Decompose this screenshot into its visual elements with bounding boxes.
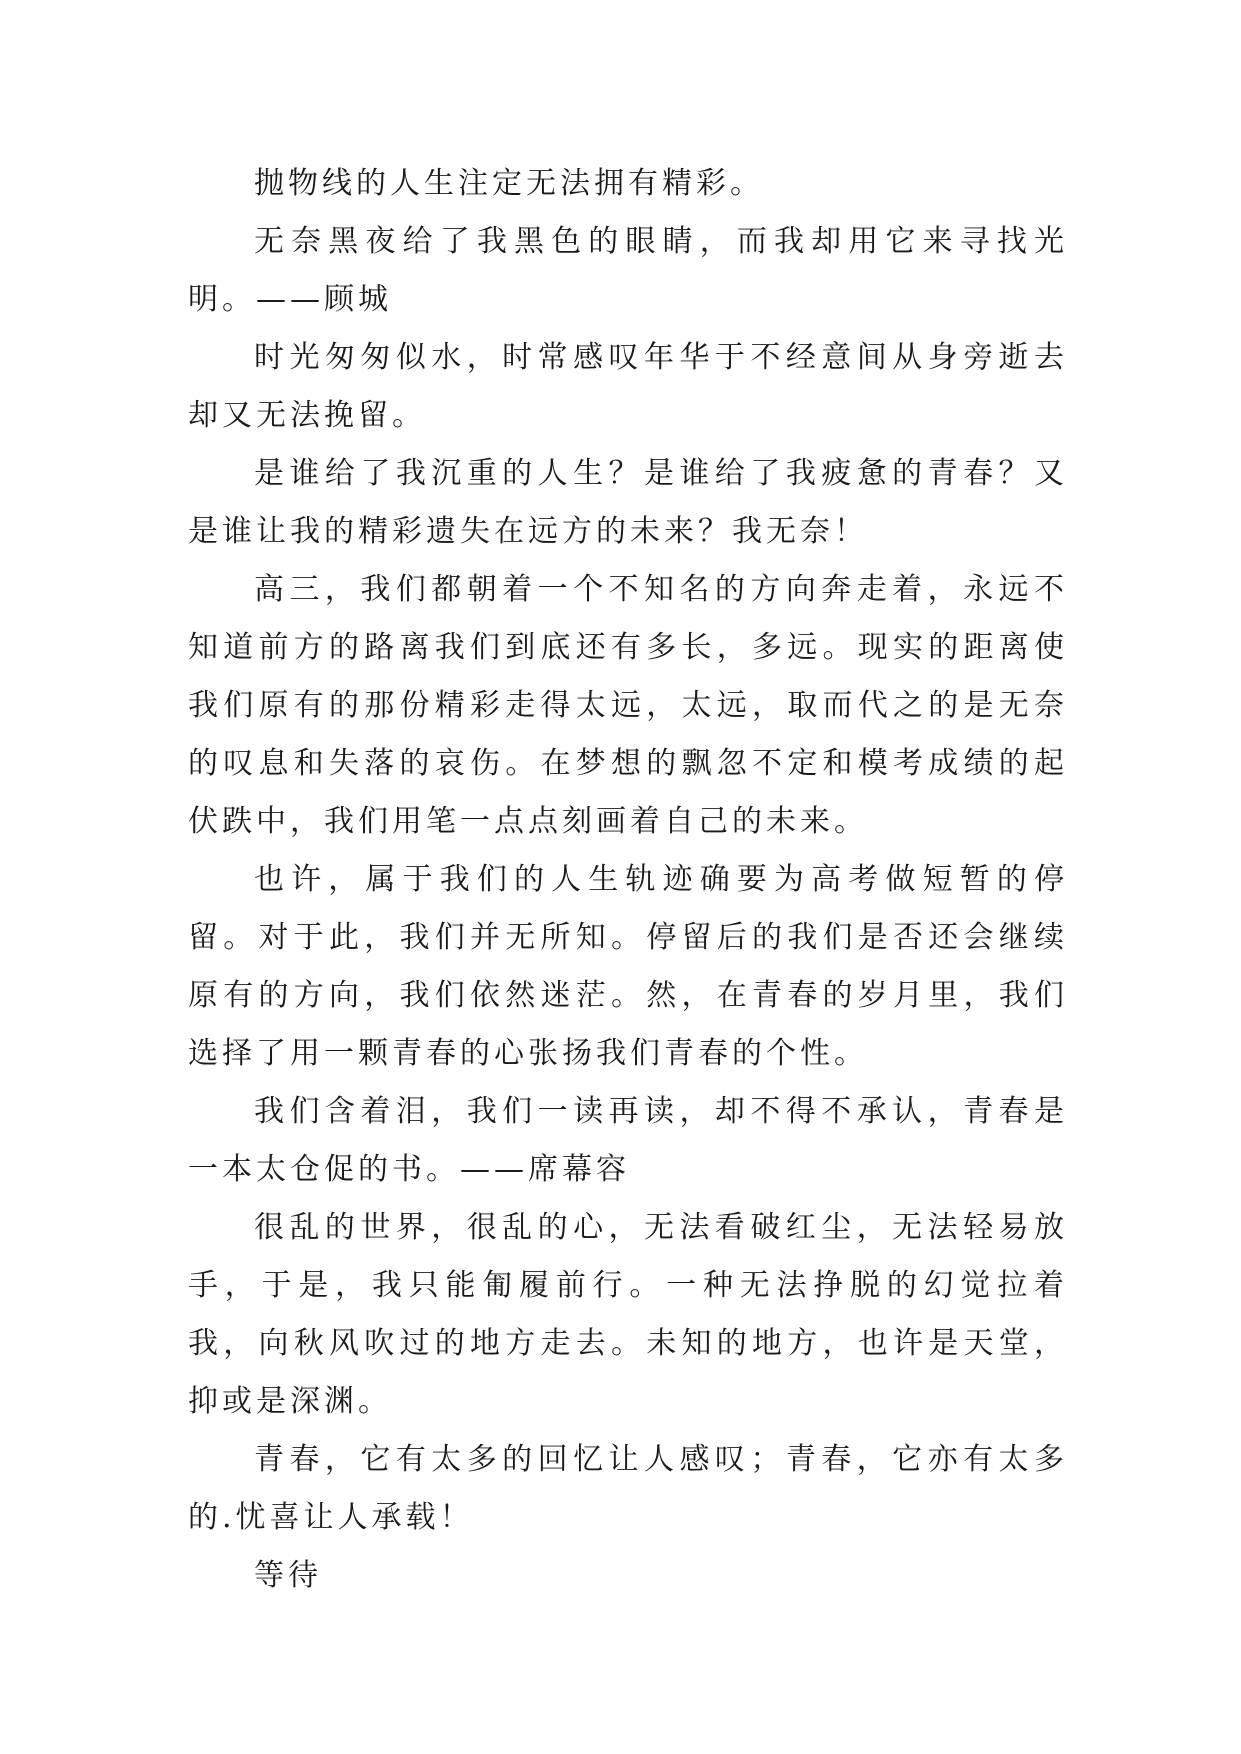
- paragraph-9: 青春，它有太多的回忆让人感叹；青春，它亦有太多的.忧喜让人承载！: [188, 1442, 1068, 1535]
- paragraph-10: 等待: [254, 1558, 322, 1593]
- paragraph-8: 很乱的世界，很乱的心，无法看破红尘，无法轻易放手，于是，我只能匍履前行。一种无法挣脱的幻觉拉着我，向秋风吹过的地方走去。未知的地方，也许是天堂，抑或是深渊。: [188, 1210, 1068, 1419]
- paragraph-7: 我们含着泪，我们一读再读，却不得不承认，青春是一本太仓促的书。——席幕容: [188, 1094, 1068, 1187]
- document-body: [188, 155, 1068, 1605]
- paragraph-1: 抛物线的人生注定无法拥有精彩。: [254, 166, 764, 201]
- paragraph-4: 是谁给了我沉重的人生？是谁给了我疲惫的青春？又是谁让我的精彩遗失在远方的未来？我无奈！: [188, 456, 1068, 549]
- paragraph-6: 也许，属于我们的人生轨迹确要为高考做短暂的停留。对于此，我们并无所知。停留后的我们是否还会继续原有的方向，我们依然迷茫。然，在青春的岁月里，我们选择了用一颗青春的心张扬我们青春的个性。: [188, 862, 1068, 1071]
- paragraph-3: 时光匆匆似水，时常感叹年华于不经意间从身旁逝去却又无法挽留。: [188, 340, 1068, 433]
- paragraph-2: 无奈黑夜给了我黑色的眼睛，而我却用它来寻找光明。——顾城: [188, 224, 1068, 317]
- paragraph-5: 高三，我们都朝着一个不知名的方向奔走着，永远不知道前方的路离我们到底还有多长，多远。现实的距离使我们原有的那份精彩走得太远，太远，取而代之的是无奈的叹息和失落的哀伤。在梦想的飘忽不定和模考成绩的起伏跌中，我们用笔一点点刻画着自己的未来。: [188, 572, 1068, 839]
